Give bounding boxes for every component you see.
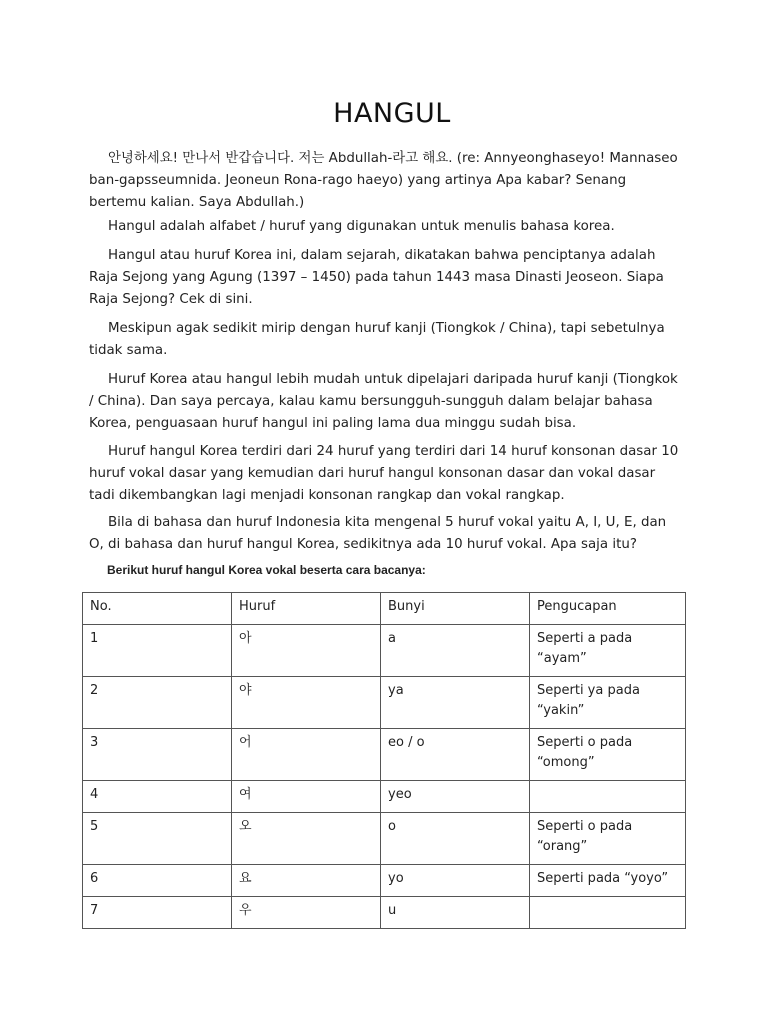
cell-pengucapan — [530, 781, 686, 813]
cell-no: 2 — [83, 677, 232, 729]
header-pengucapan: Pengucapan — [530, 593, 686, 625]
cell-no: 5 — [83, 813, 232, 865]
table-row — [83, 897, 686, 929]
table-row — [83, 781, 686, 813]
cell-pengucapan: Seperti o pada “omong” — [530, 729, 686, 781]
cell-pengucapan: Seperti pada “yoyo” — [530, 865, 686, 897]
table-row — [83, 677, 686, 729]
cell-pengucapan — [530, 897, 686, 929]
cell-bunyi: yeo — [381, 781, 530, 813]
table-row — [83, 729, 686, 781]
cell-huruf: 우 — [232, 897, 381, 929]
paragraph-kanji-comparison: Meskipun agak sedikit mirip dengan huruf kanji (Tiongkok / China), tapi sebetulnya tidak sama. — [89, 321, 665, 358]
cell-no: 3 — [83, 729, 232, 781]
table-caption: Berikut huruf hangul Korea vokal beserta cara bacanya: — [107, 563, 426, 577]
cell-huruf: 오 — [232, 813, 381, 865]
paragraph-letter-count: Huruf hangul Korea terdiri dari 24 huruf yang terdiri dari 14 huruf konsonan dasar 10 huruf vokal dasar yang kemudian dari huruf hangul konsonan dasar dan vokal dasar tadi dikembangkan lagi menjadi konsonan rangkap dan vokal rangkap. — [89, 444, 679, 503]
cell-bunyi: ya — [381, 677, 530, 729]
cell-huruf: 여 — [232, 781, 381, 813]
paragraph-history: Hangul atau huruf Korea ini, dalam sejarah, dikatakan bahwa penciptanya adalah Raja Sejong yang Agung (1397 – 1450) pada tahun 1443 masa Dinasti Jeoseon. Siapa Raja Sejong? Cek di sini. — [89, 248, 664, 307]
cell-no: 1 — [83, 625, 232, 677]
cell-pengucapan: Seperti a pada “ayam” — [530, 625, 686, 677]
paragraph-greeting: 안녕하세요! 만나서 반갑습니다. 저는 Abdullah-라고 해요. (re: Annyeonghaseyo! Mannaseo ban-gapsseumnida. Jeoneun Rona-rago haeyo) yang artinya Apa kabar? Senang bertemu kalian. Saya Abdullah.) — [89, 151, 678, 210]
table-row — [83, 865, 686, 897]
cell-huruf: 어 — [232, 729, 381, 781]
cell-huruf: 야 — [232, 677, 381, 729]
cell-huruf: 아 — [232, 625, 381, 677]
table-row — [83, 813, 686, 865]
vowel-table — [82, 592, 686, 929]
cell-pengucapan: Seperti ya pada “yakin” — [530, 677, 686, 729]
cell-no: 4 — [83, 781, 232, 813]
cell-bunyi: a — [381, 625, 530, 677]
document-title: HANGUL — [333, 98, 451, 129]
cell-no: 6 — [83, 865, 232, 897]
table-header-row — [83, 593, 686, 625]
cell-pengucapan: Seperti o pada “orang” — [530, 813, 686, 865]
cell-bunyi: eo / o — [381, 729, 530, 781]
header-no: No. — [83, 593, 232, 625]
header-bunyi: Bunyi — [381, 593, 530, 625]
paragraph-definition: Hangul adalah alfabet / huruf yang digunakan untuk menulis bahasa korea. — [108, 219, 615, 234]
table-row — [83, 625, 686, 677]
cell-bunyi: o — [381, 813, 530, 865]
paragraph-vowels-intro: Bila di bahasa dan huruf Indonesia kita mengenal 5 huruf vokal yaitu A, I, U, E, dan O, di bahasa dan huruf hangul Korea, sedikitnya ada 10 huruf vokal. Apa saja itu? — [89, 515, 667, 552]
header-huruf: Huruf — [232, 593, 381, 625]
cell-bunyi: yo — [381, 865, 530, 897]
cell-huruf: 요 — [232, 865, 381, 897]
paragraph-learning: Huruf Korea atau hangul lebih mudah untuk dipelajari daripada huruf kanji (Tiongkok / China). Dan saya percaya, kalau kamu bersungguh-sungguh dalam belajar bahasa Korea, penguasaan huruf hangul ini paling lama dua minggu sudah bisa. — [89, 372, 678, 431]
cell-no: 7 — [83, 897, 232, 929]
cell-bunyi: u — [381, 897, 530, 929]
